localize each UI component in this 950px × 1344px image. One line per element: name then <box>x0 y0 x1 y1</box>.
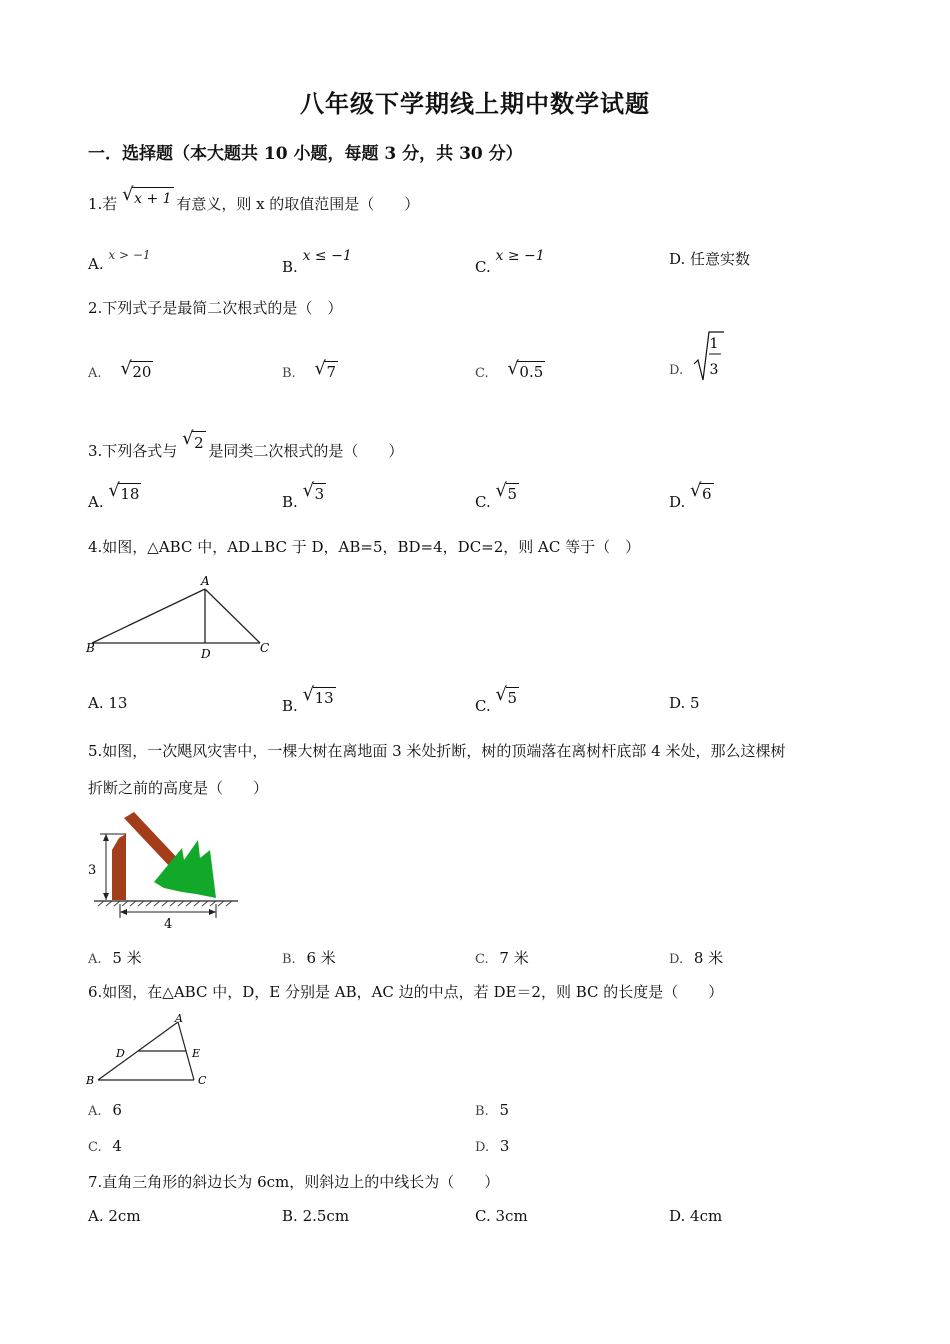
question-1-suffix: 有意义，则 x 的取值范围是（ ） <box>176 195 420 213</box>
ground-hatching <box>98 901 232 906</box>
fraction-denominator: 3 <box>709 362 719 378</box>
q7-option-d[interactable]: D. 4cm <box>669 1207 723 1225</box>
sqrt-2: √ 2 <box>182 428 204 452</box>
label-e: E <box>192 1047 201 1060</box>
q4-option-c[interactable]: C. √ 5 <box>475 684 518 715</box>
q4-option-b[interactable]: B. √ 13 <box>282 684 334 715</box>
label-b: B <box>86 641 95 655</box>
page-title: 八年级下学期线上期中数学试题 <box>300 89 650 118</box>
q6-option-b[interactable]: B. 5 <box>475 1101 510 1119</box>
label-c: C <box>260 641 270 655</box>
q5-option-a[interactable]: A. 5 米 <box>88 949 142 967</box>
question-5-line-2: 折断之前的高度是（ ） <box>88 779 269 797</box>
label-b: B <box>86 1074 95 1087</box>
label-a: A <box>175 1012 183 1025</box>
label-d: D <box>201 647 211 661</box>
q2-option-b[interactable]: B. √ 7 <box>282 358 337 381</box>
segment-ac <box>205 589 260 643</box>
triangle-abc-figure <box>86 572 270 664</box>
label-a: A <box>201 574 210 588</box>
section-heading: 一．选择题（本大题共 10 小题，每题 3 分，共 30 分） <box>88 144 523 164</box>
question-6: 6.如图，在△ABC 中，D，E 分别是 AB，AC 边的中点，若 DE＝2，则 BC 的长度是（ ） <box>88 983 724 1001</box>
q4-option-a[interactable]: A. 13 <box>88 694 128 712</box>
question-2: 2.下列式子是最简二次根式的是（ ） <box>88 299 343 317</box>
segment-ab <box>92 589 205 643</box>
q7-option-c[interactable]: C. 3cm <box>475 1207 528 1225</box>
q2-option-c[interactable]: C. √ 0.5 <box>475 358 544 381</box>
label-c: C <box>198 1074 207 1087</box>
q2-option-a[interactable]: A. √ 20 <box>88 358 152 381</box>
question-1 <box>88 186 419 214</box>
question-5-line-1: 5.如图，一次飓风灾害中，一棵大树在离地面 3 米处折断，树的顶端落在离树杆底部 4 米处，那么这棵树 <box>88 742 786 760</box>
q6-option-a[interactable]: A. 6 <box>88 1101 122 1119</box>
sqrt-expression: √ x + 1 <box>122 184 172 207</box>
q2-option-d[interactable]: D. <box>669 363 684 378</box>
q3-option-a[interactable]: A. √ 18 <box>88 480 140 511</box>
sqrt-5: √ 5 <box>495 480 518 503</box>
sqrt-13: √ 13 <box>302 684 334 707</box>
q1-option-d[interactable]: D. 任意实数 <box>669 250 751 268</box>
tree-trunk <box>112 834 126 900</box>
fraction-numerator: 1 <box>709 336 719 352</box>
q1-option-c[interactable]: C. x ≥ −1 <box>475 248 545 276</box>
label-d: D <box>116 1047 125 1060</box>
sqrt-6: √ 6 <box>690 480 712 503</box>
sqrt-0-5: √ 0.5 <box>507 358 544 381</box>
q3-option-b[interactable]: B. √ 3 <box>282 480 325 511</box>
q6-option-c[interactable]: C. 4 <box>88 1137 122 1155</box>
sqrt-5: √ 5 <box>495 684 518 707</box>
distance-label: 4 <box>164 917 173 932</box>
q3-option-d[interactable]: D. √ 6 <box>669 480 712 511</box>
q5-option-c[interactable]: C. 7 米 <box>475 949 529 967</box>
q5-option-b[interactable]: B. 6 米 <box>282 949 336 967</box>
sqrt-3: √ 3 <box>302 480 325 503</box>
sqrt-7: √ 7 <box>314 358 337 381</box>
sqrt-one-third <box>692 330 726 384</box>
q4-option-d[interactable]: D. 5 <box>669 694 700 712</box>
q1-option-a[interactable]: A. $^{x > -1}$ <box>88 248 151 273</box>
sqrt-18: √ 18 <box>108 480 140 503</box>
q6-option-d[interactable]: D. 3 <box>475 1137 510 1155</box>
question-7: 7.直角三角形的斜边长为 6cm，则斜边上的中线长为（ ） <box>88 1173 500 1191</box>
broken-tree-figure <box>86 810 240 932</box>
q3-option-c[interactable]: C. √ 5 <box>475 480 518 511</box>
question-3: 3.下列各式与 √ 2 是同类二次根式的是（ ） <box>88 428 404 460</box>
q5-option-d[interactable]: D. 8 米 <box>669 949 724 967</box>
question-4: 4.如图，△ABC 中，AD⊥BC 于 D，AB=5，BD=4，DC=2，则 AC 等于（ ） <box>88 538 641 556</box>
triangle-de-midline-figure <box>84 1012 218 1090</box>
q7-option-a[interactable]: A. 2cm <box>88 1207 141 1225</box>
height-label: 3 <box>88 863 97 878</box>
question-1-prefix: 1.若 <box>88 195 118 213</box>
q7-option-b[interactable]: B. 2.5cm <box>282 1207 350 1225</box>
sqrt-20: √ 20 <box>120 358 152 381</box>
q1-option-b[interactable]: B. x ≤ −1 <box>282 248 352 276</box>
